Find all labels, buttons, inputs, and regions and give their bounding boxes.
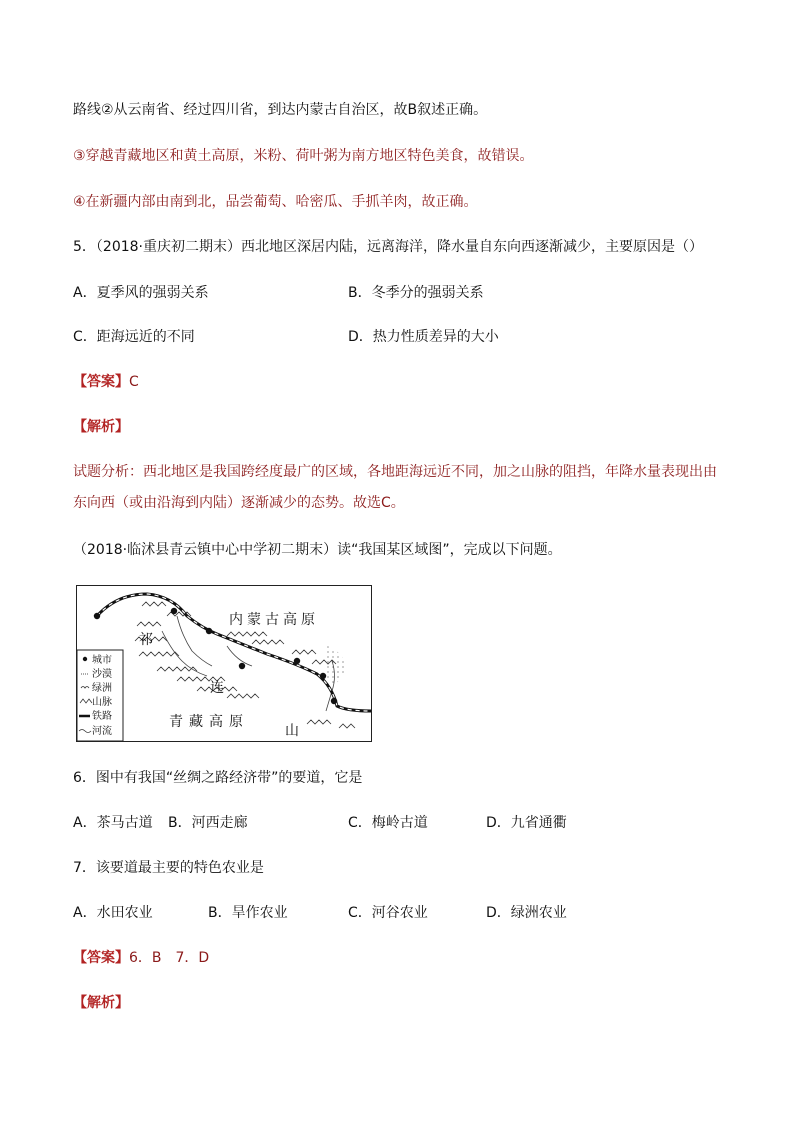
q6-option-b: B．河西走廊 xyxy=(168,815,248,831)
legend-city: 城市 xyxy=(92,655,112,666)
mountain-char-3: 山 xyxy=(285,723,299,739)
region-label-inner-mongolia: 内蒙古高原 xyxy=(229,612,319,628)
text-route-3: ③穿越青藏地区和黄土高原，米粉、荷叶粥为南方地区特色美食，故错误。 xyxy=(73,148,534,164)
city-dot xyxy=(239,663,245,669)
q5-analysis-line2: 东向西（或由沿海到内陆）逐渐减少的态势。故选C。 xyxy=(73,495,405,511)
city-dot xyxy=(320,673,326,679)
q5-analysis-label: 【解析】 xyxy=(73,419,129,435)
group-intro: （2018·临沭县青云镇中心中学初二期末）读“我国某区域图”，完成以下问题。 xyxy=(73,542,562,558)
city-dot xyxy=(206,628,212,634)
text-route-2: 路线②从云南省、经过四川省，到达内蒙古自治区，故B叙述正确。 xyxy=(73,102,488,118)
region-map xyxy=(76,585,372,742)
legend-river: 河流 xyxy=(92,726,112,737)
question-7-stem: 7．该要道最主要的特色农业是 xyxy=(73,860,264,876)
legend-railway: 铁路 xyxy=(92,711,112,722)
city-dot xyxy=(294,658,300,664)
question-5-stem: 5．（2018·重庆初二期末）西北地区深居内陆，远离海洋，降水量自东向西逐渐减少，主要原因是（） xyxy=(73,239,703,255)
q6-7-answer xyxy=(73,948,209,968)
q6-option-c: C．梅岭古道 xyxy=(348,815,428,831)
q5-option-c: C．距海远近的不同 xyxy=(73,329,195,345)
answer-label: 【答案】 xyxy=(73,950,129,966)
city-dot xyxy=(331,698,337,704)
rivers xyxy=(162,616,335,711)
q5-option-b: B．冬季分的强弱关系 xyxy=(348,285,484,301)
region-map-svg xyxy=(77,586,371,741)
answer-value: C xyxy=(129,374,139,390)
city-dot xyxy=(171,608,177,614)
q6-option-a: A．茶马古道 xyxy=(73,815,153,831)
city-dot xyxy=(94,613,100,619)
legend-desert: 沙漠 xyxy=(92,669,112,680)
q6-7-analysis-label: 【解析】 xyxy=(73,995,129,1011)
q5-analysis-line1: 试题分析：西北地区是我国跨经度最广的区域，各地距海远近不同，加之山脉的阻挡，年降水量表现出由 xyxy=(73,464,717,480)
q7-option-d: D．绿洲农业 xyxy=(486,905,567,921)
desert-area xyxy=(325,646,347,686)
q5-option-a: A．夏季风的强弱关系 xyxy=(73,285,209,301)
map-legend xyxy=(77,650,123,741)
answer-label: 【答案】 xyxy=(73,374,129,390)
q7-option-b: B．旱作农业 xyxy=(208,905,288,921)
mountain-char-2: 连 xyxy=(210,680,224,696)
q5-answer xyxy=(73,372,139,392)
q7-option-a: A．水田农业 xyxy=(73,905,153,921)
q6-option-d: D．九省通衢 xyxy=(486,815,567,831)
legend-mountain: 山脉 xyxy=(92,697,112,708)
legend-city-icon xyxy=(83,657,87,661)
legend-oasis: 绿洲 xyxy=(92,683,112,694)
mountain-char-1: 祁 xyxy=(139,632,153,648)
question-6-stem: 6．图中有我国“丝绸之路经济带”的要道，它是 xyxy=(73,770,363,786)
region-label-qinghai-tibet: 青藏高原 xyxy=(169,714,249,730)
q5-option-d: D．热力性质差异的大小 xyxy=(348,329,499,345)
text-route-4: ④在新疆内部由南到北，品尝葡萄、哈密瓜、手抓羊肉，故正确。 xyxy=(73,194,478,210)
q7-option-c: C．河谷农业 xyxy=(348,905,428,921)
answer-value: 6．B 7．D xyxy=(129,950,210,966)
